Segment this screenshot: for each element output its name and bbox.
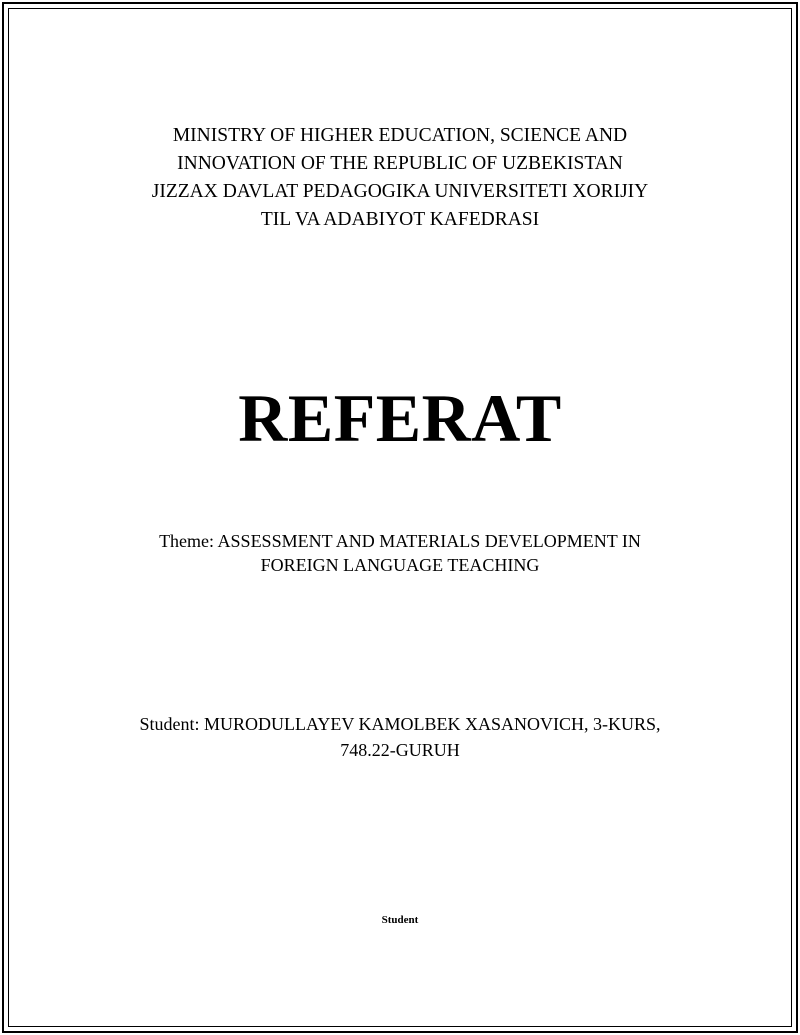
institution-header <box>0 122 800 234</box>
header-line: TIL VA ADABIYOT KAFEDRASI <box>260 209 540 230</box>
theme-line: Theme: ASSESSMENT AND MATERIALS DEVELOPMENT IN <box>159 531 641 551</box>
theme-line: FOREIGN LANGUAGE TEACHING <box>260 555 540 575</box>
header-line: INNOVATION OF THE REPUBLIC OF UZBEKISTAN <box>177 153 623 174</box>
theme-block <box>0 529 800 577</box>
student-block <box>0 711 800 763</box>
footer-student-label: Student <box>381 914 419 926</box>
student-line: Student: MURODULLAYEV KAMOLBEK XASANOVICH, 3-KURS, <box>139 714 661 734</box>
student-line: 748.22-GURUH <box>340 740 460 760</box>
header-line: MINISTRY OF HIGHER EDUCATION, SCIENCE AND <box>172 125 628 146</box>
header-line: JIZZAX DAVLAT PEDAGOGIKA UNIVERSITETI XORIJIY <box>151 181 649 202</box>
document-title: REFERAT <box>238 380 562 456</box>
